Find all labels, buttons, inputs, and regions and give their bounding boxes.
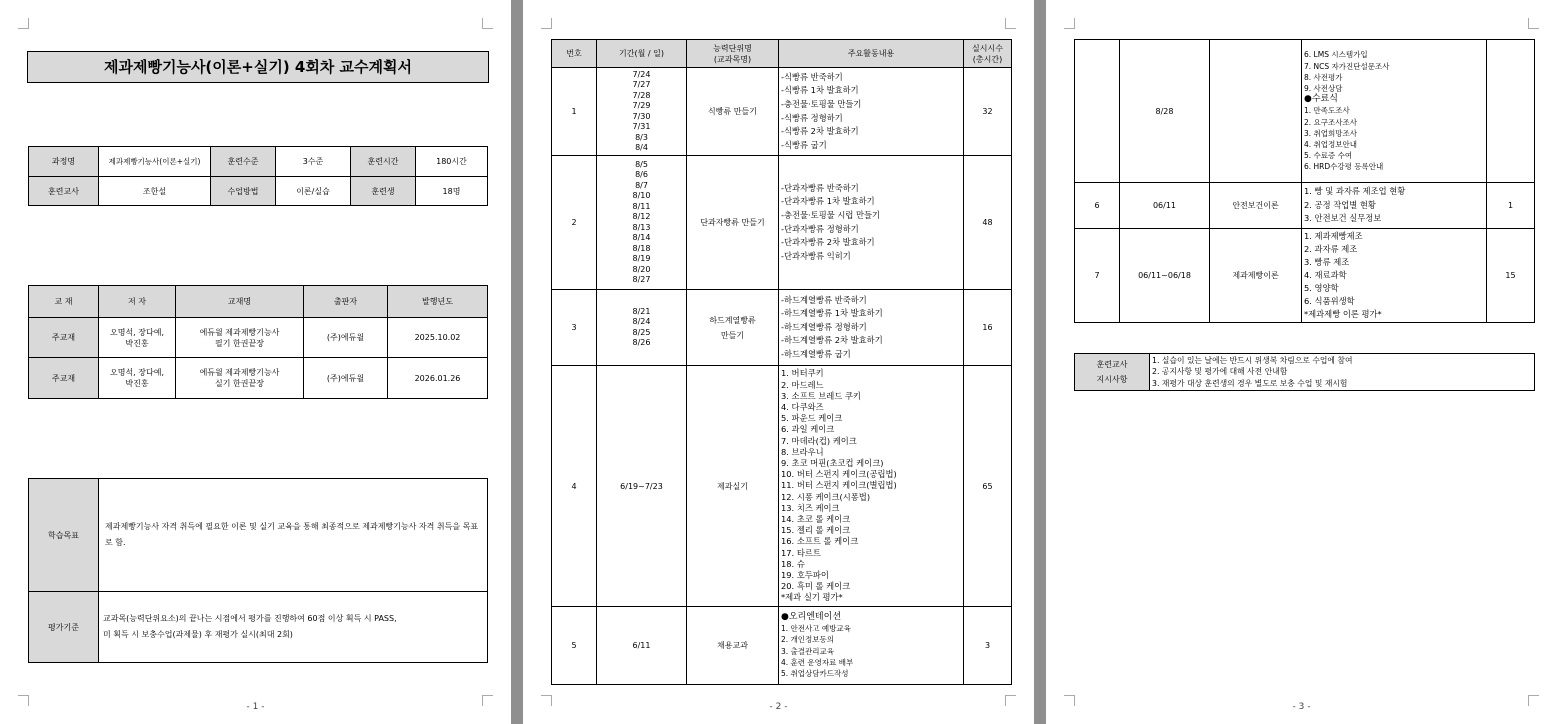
activity-line: -단과자빵류 익히기 bbox=[781, 250, 851, 261]
row-activities bbox=[779, 156, 964, 290]
activity-line: -단과자빵류 반죽하기 bbox=[781, 182, 859, 193]
activity-line: 4. 훈련 운영자료 배부 bbox=[781, 657, 854, 667]
author-line: 박진홍 bbox=[125, 379, 149, 388]
page-corner-mark bbox=[1064, 18, 1075, 29]
activity-line: -단과자빵류 2차 발효하기 bbox=[781, 237, 875, 248]
page-number: - 1 - bbox=[246, 702, 265, 712]
method-label: 수업방법 bbox=[211, 177, 276, 206]
row-hours: 65 bbox=[964, 366, 1012, 607]
row-period: 8/28 bbox=[1120, 40, 1210, 183]
page-number: - 3 - bbox=[1292, 702, 1311, 712]
activity-line: 6. HRD수강평 등록안내 bbox=[1304, 162, 1384, 172]
page-corner-mark bbox=[541, 18, 552, 29]
activity-line: -하드계열빵류 굽기 bbox=[781, 348, 851, 359]
row-activities bbox=[779, 366, 964, 607]
page-1 bbox=[0, 0, 511, 724]
table-row bbox=[552, 156, 1012, 290]
activity-line: 8. 브라우니 bbox=[781, 446, 824, 457]
activity-line: 13. 치즈 케이크 bbox=[781, 502, 840, 513]
col-header-period: 기간(월 / 일) bbox=[597, 40, 687, 68]
col-header-unit bbox=[687, 40, 779, 68]
orientation-heading: ●오리엔테이션 bbox=[781, 611, 842, 622]
date-line: 8/4 bbox=[635, 143, 648, 152]
course-info-table bbox=[28, 146, 488, 206]
activity-line: 18. 슈 bbox=[781, 558, 805, 569]
activity-line: 4. 취업정보안내 bbox=[1304, 140, 1358, 149]
textbook-header: 교재명 bbox=[176, 286, 304, 318]
activity-line: 11. 버터 스펀지 케이크(별립법) bbox=[781, 480, 897, 491]
activity-line: 2. 개인정보동의 bbox=[781, 635, 835, 645]
activity-line: 20. 흑미 롤 케이크 bbox=[781, 581, 851, 592]
activity-line: -하드계열빵류 정형하기 bbox=[781, 321, 867, 332]
table-row bbox=[552, 290, 1012, 366]
activity-line: -하드계열빵류 1차 발효하기 bbox=[781, 308, 883, 319]
date-line: 8/25 bbox=[632, 327, 651, 337]
row-activities bbox=[779, 68, 964, 156]
row-hours: 16 bbox=[964, 290, 1012, 366]
activity-line: -식빵류 2차 발효하기 bbox=[781, 126, 859, 137]
level-value: 3수준 bbox=[276, 147, 351, 177]
activity-line: 1. 안전사고 예방교육 bbox=[781, 624, 851, 634]
activity-line: 5. 수료증 수여 bbox=[1304, 151, 1353, 161]
date-line: 8/5 bbox=[635, 159, 648, 169]
book-name-line: 실기 한권끝장 bbox=[215, 379, 264, 388]
course-name-value: 제과제빵기능사(이론+실기) bbox=[99, 147, 211, 177]
activity-line: 2. 과자류 제조 bbox=[1304, 244, 1358, 254]
page-corner-mark bbox=[482, 18, 493, 29]
unit-line: 만들기 bbox=[720, 330, 745, 340]
activity-line: 3. 취업희망조사 bbox=[1304, 128, 1358, 138]
row-period: 06/11 bbox=[1120, 183, 1210, 229]
activity-line: -하드계열빵류 반죽하기 bbox=[781, 294, 867, 305]
activity-line: 17. 타르트 bbox=[781, 547, 821, 558]
textbook-header: 출판자 bbox=[304, 286, 388, 318]
textbook-publisher: (주)에듀윌 bbox=[304, 358, 388, 399]
activity-line: -식빵류 정형하기 bbox=[781, 112, 843, 123]
activity-line: 3. 안전보건 실무정보 bbox=[1304, 213, 1382, 224]
activity-line: -식빵류 반죽하기 bbox=[781, 71, 843, 82]
row-activities bbox=[1302, 40, 1487, 183]
teacher-value: 조한설 bbox=[99, 177, 211, 206]
activity-line: -식빵류 1차 발효하기 bbox=[781, 85, 859, 96]
row-period: 06/11~06/18 bbox=[1120, 229, 1210, 323]
activity-line: -하드계열빵류 2차 발효하기 bbox=[781, 335, 883, 346]
date-line: 8/20 bbox=[632, 264, 651, 274]
date-line: 8/10 bbox=[632, 191, 651, 200]
col-header-hours bbox=[964, 40, 1012, 68]
textbook-name bbox=[176, 358, 304, 399]
goals-table bbox=[28, 478, 488, 663]
date-line: 7/30 bbox=[632, 111, 651, 121]
row-hours: 48 bbox=[964, 156, 1012, 290]
table-row bbox=[1075, 229, 1535, 323]
page-corner-mark bbox=[1005, 18, 1016, 29]
activity-line: 1. 빵 및 과자류 제조업 현황 bbox=[1304, 186, 1406, 197]
students-value: 18명 bbox=[416, 177, 488, 206]
textbook-publisher: (주)에듀윌 bbox=[304, 318, 388, 358]
header-line: 실시시수 bbox=[972, 43, 1003, 53]
row-activities bbox=[1302, 229, 1487, 323]
instruction-line: 3. 재평가 대상 훈련생의 경우 별도로 보충 수업 및 재시험 bbox=[1152, 378, 1348, 388]
book-name-line: 필기 한권끝장 bbox=[215, 338, 264, 348]
activity-line: -충전물·토핑물 시럽 만들기 bbox=[781, 209, 881, 220]
unit-line: 하드계열빵류 bbox=[709, 315, 756, 325]
book-name-line: 에듀윌 제과제빵기능사 bbox=[199, 368, 280, 377]
page-number: - 2 - bbox=[769, 702, 788, 712]
activity-line: 1. 제과제빵제조 bbox=[1304, 231, 1363, 241]
instructions-table bbox=[1074, 353, 1535, 391]
activity-line: 19. 호두파이 bbox=[781, 570, 829, 581]
label-line: 훈련교사 bbox=[1096, 360, 1128, 369]
date-line: 7/29 bbox=[632, 101, 651, 110]
schedule-table-continued bbox=[1074, 39, 1535, 323]
textbook-author bbox=[99, 318, 176, 358]
level-label: 훈련수준 bbox=[211, 147, 276, 177]
activity-line: 7. NCS 자가진단설문조사 bbox=[1304, 61, 1390, 71]
date-line: 8/3 bbox=[635, 132, 648, 142]
activity-line: 14. 초코 롤 케이크 bbox=[781, 514, 851, 524]
row-hours: 15 bbox=[1487, 229, 1535, 323]
date-line: 8/6 bbox=[635, 170, 648, 179]
method-value: 이론/실습 bbox=[276, 177, 351, 206]
row-unit: 식빵류 만들기 bbox=[687, 68, 779, 156]
author-line: 오명석, 장다예, bbox=[110, 327, 164, 337]
activity-line: 1. 만족도조사 bbox=[1304, 106, 1350, 116]
page-3 bbox=[1046, 0, 1557, 724]
activity-line: -단과자빵류 1차 발효하기 bbox=[781, 196, 875, 207]
author-line: 오명석, 장다예, bbox=[110, 368, 164, 377]
activity-line: 5. 영양학 bbox=[1304, 283, 1339, 293]
header-line: (총시간) bbox=[972, 54, 1003, 64]
activity-line: 9. 사전상담 bbox=[1304, 83, 1343, 93]
textbook-author bbox=[99, 358, 176, 399]
activity-line: 5. 취업상담카드작성 bbox=[781, 668, 849, 678]
table-row bbox=[1075, 40, 1535, 183]
eval-label: 평가기준 bbox=[29, 592, 99, 663]
eval-text-line: 교과목(능력단위요소)의 끝나는 시점에서 평가를 진행하여 60점 이상 획득 시 PASS, bbox=[103, 614, 397, 623]
table-row bbox=[552, 366, 1012, 607]
row-hours: 1 bbox=[1487, 183, 1535, 229]
row-unit: 제과제빵이론 bbox=[1210, 229, 1302, 323]
row-period: 6/11 bbox=[597, 607, 687, 685]
page-2 bbox=[523, 0, 1034, 724]
activity-line: -단과자빵류 정형하기 bbox=[781, 223, 859, 234]
date-line: 8/21 bbox=[632, 306, 651, 316]
table-row bbox=[552, 68, 1012, 156]
label-line: 지시사항 bbox=[1096, 375, 1128, 384]
col-header-content: 주요활동내용 bbox=[779, 40, 964, 68]
row-dates bbox=[597, 156, 687, 290]
row-unit bbox=[1210, 40, 1302, 183]
schedule-table bbox=[551, 39, 1012, 685]
row-dates bbox=[597, 290, 687, 366]
date-line: 8/27 bbox=[632, 275, 651, 284]
row-no: 1 bbox=[552, 68, 597, 156]
row-hours: 3 bbox=[964, 607, 1012, 685]
textbook-name bbox=[176, 318, 304, 358]
date-line: 8/13 bbox=[632, 222, 651, 232]
row-dates bbox=[597, 68, 687, 156]
activity-line: 7. 마데라(컵) 케이크 bbox=[781, 435, 857, 446]
date-line: 8/24 bbox=[632, 317, 651, 326]
activity-line: *제과제빵 이론 평가* bbox=[1304, 309, 1382, 319]
activity-line: 10. 버터 스펀지 케이크(공립법) bbox=[781, 469, 897, 480]
row-no: 5 bbox=[552, 607, 597, 685]
header-line: (교과목명) bbox=[713, 54, 752, 64]
activity-line: 4. 다쿠와즈 bbox=[781, 401, 824, 412]
col-header-no: 번호 bbox=[552, 40, 597, 68]
date-line: 8/7 bbox=[635, 180, 648, 190]
activity-line: 6. 과일 케이크 bbox=[781, 424, 835, 435]
activity-line: 16. 소프트 롤 케이크 bbox=[781, 536, 859, 547]
table-row bbox=[29, 318, 488, 358]
activity-line: 2. 요구조사조사 bbox=[1304, 117, 1358, 127]
date-line: 8/26 bbox=[632, 338, 651, 347]
hours-value: 180시간 bbox=[416, 147, 488, 177]
table-row bbox=[29, 358, 488, 399]
activity-line: 2. 마드레느 bbox=[781, 379, 824, 390]
date-line: 8/14 bbox=[632, 233, 651, 242]
activity-line: 3. 소프트 브레드 쿠키 bbox=[781, 390, 861, 401]
row-hours: 32 bbox=[964, 68, 1012, 156]
activity-line: *제과 실기 평가* bbox=[781, 592, 843, 603]
course-name-label: 과정명 bbox=[29, 147, 99, 177]
row-no: 6 bbox=[1075, 183, 1120, 229]
goal-label: 학습목표 bbox=[29, 479, 99, 592]
textbook-year: 2025.10.02 bbox=[388, 318, 488, 358]
textbook-header: 발행년도 bbox=[388, 286, 488, 318]
row-activities bbox=[779, 607, 964, 685]
teacher-label: 훈련교사 bbox=[29, 177, 99, 206]
date-line: 7/27 bbox=[632, 80, 651, 89]
row-unit: 단과자빵류 만들기 bbox=[687, 156, 779, 290]
activity-line: 3. 빵류 제조 bbox=[1304, 257, 1350, 267]
completion-heading: ●수료식 bbox=[1304, 94, 1338, 105]
row-no: 2 bbox=[552, 156, 597, 290]
textbook-header: 교 재 bbox=[29, 286, 99, 318]
date-line: 8/11 bbox=[632, 201, 651, 211]
page-corner-mark bbox=[18, 18, 29, 29]
hours-label: 훈련시간 bbox=[351, 147, 416, 177]
row-unit: 안전보건이론 bbox=[1210, 183, 1302, 229]
author-line: 박진홍 bbox=[125, 338, 149, 348]
header-line: 능력단위명 bbox=[713, 43, 752, 53]
activity-line: -충전물·토핑물 만들기 bbox=[781, 98, 862, 109]
eval-text bbox=[99, 592, 488, 663]
textbook-year: 2026.01.26 bbox=[388, 358, 488, 399]
activity-line: 2. 공정 작업별 현황 bbox=[1304, 199, 1376, 210]
instructions-items bbox=[1150, 354, 1535, 391]
date-line: 8/12 bbox=[632, 212, 651, 221]
instruction-line: 1. 실습이 있는 날에는 반드시 위생복 차림으로 수업에 참여 bbox=[1152, 355, 1353, 365]
date-line: 8/18 bbox=[632, 243, 651, 253]
row-no: 7 bbox=[1075, 229, 1120, 323]
page-corner-mark bbox=[1528, 18, 1539, 29]
row-period: 6/19~7/23 bbox=[597, 366, 687, 607]
activity-line: 1. 버터쿠키 bbox=[781, 368, 824, 379]
table-row bbox=[552, 607, 1012, 685]
activity-line: 12. 시퐁 케이크(시퐁법) bbox=[781, 491, 871, 502]
activity-line: 9. 초코 머핀(초코컵 케이크) bbox=[781, 457, 884, 468]
row-no: 3 bbox=[552, 290, 597, 366]
row-activities bbox=[779, 290, 964, 366]
eval-text-line: 미 획득 시 보충수업(과제물) 후 재평가 실시(최대 2회) bbox=[103, 630, 293, 639]
row-unit: 채용교과 bbox=[687, 607, 779, 685]
row-activities bbox=[1302, 183, 1487, 229]
instruction-line: 2. 공지사항 및 평가에 대해 사전 안내함 bbox=[1152, 367, 1288, 377]
table-row bbox=[1075, 183, 1535, 229]
row-unit: 제과실기 bbox=[687, 366, 779, 607]
activity-line: 5. 파운드 케이크 bbox=[781, 413, 843, 424]
row-unit bbox=[687, 290, 779, 366]
goal-text: 제과제빵기능사 자격 취득에 필요한 이론 및 실기 교육을 통해 최종적으로 제과제빵기능사 자격 취득을 목표로 함. bbox=[99, 479, 488, 592]
activity-line: -식빵류 굽기 bbox=[781, 139, 827, 150]
activity-line: 3. 출결관리교육 bbox=[781, 646, 835, 656]
row-hours bbox=[1487, 40, 1535, 183]
activity-line: 15. 젤리 롤 케이크 bbox=[781, 525, 851, 536]
textbook-type: 주교재 bbox=[29, 318, 99, 358]
date-line: 7/24 bbox=[632, 69, 651, 79]
row-no: 4 bbox=[552, 366, 597, 607]
book-name-line: 에듀윌 제과제빵기능사 bbox=[199, 327, 280, 337]
textbook-header: 저 자 bbox=[99, 286, 176, 318]
activity-line: 4. 재료과학 bbox=[1304, 270, 1347, 280]
activity-line: 8. 사전평가 bbox=[1304, 72, 1343, 82]
date-line: 8/19 bbox=[632, 254, 651, 263]
textbook-table bbox=[28, 285, 488, 399]
instructions-label bbox=[1075, 354, 1150, 391]
students-label: 훈련생 bbox=[351, 177, 416, 206]
row-no bbox=[1075, 40, 1120, 183]
date-line: 7/28 bbox=[632, 90, 651, 100]
date-line: 7/31 bbox=[632, 122, 651, 131]
activity-line: 6. LMS 시스템가입 bbox=[1304, 50, 1368, 60]
textbook-type: 주교재 bbox=[29, 358, 99, 399]
activity-line: 6. 식품위생학 bbox=[1304, 296, 1355, 306]
document-title: 제과제빵기능사(이론+실기) 4회차 교수계획서 bbox=[27, 51, 489, 83]
